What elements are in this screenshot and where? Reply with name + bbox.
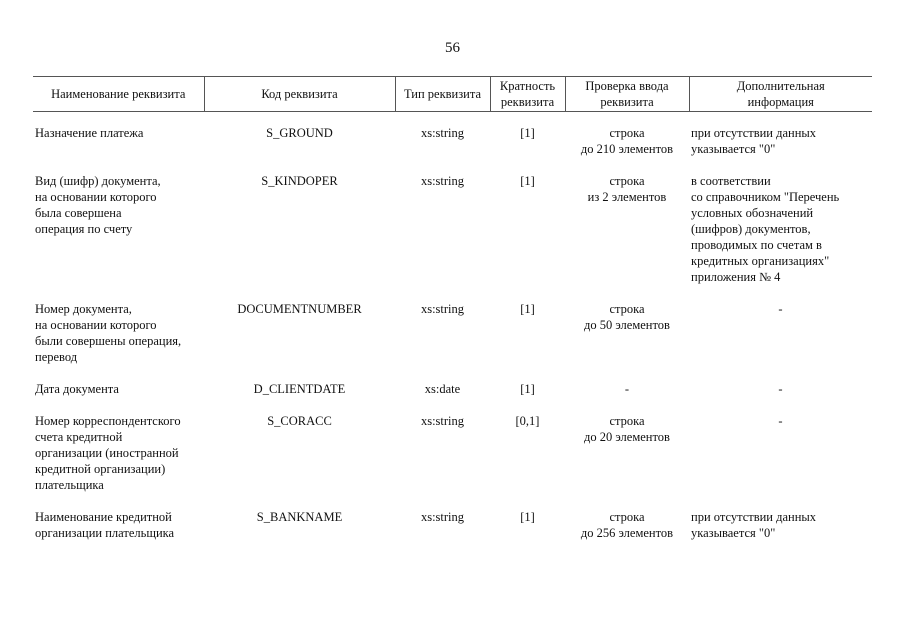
requisite-type: xs:string [420, 126, 465, 140]
page-number: 56 [445, 40, 460, 56]
requisite-additional-info: - [778, 382, 783, 396]
requisite-code: DOCUMENTNUMBER [237, 302, 362, 316]
requisite-name: Вид (шифр) документа, на основании которого была совершена операция по счету [35, 174, 161, 236]
header-type: Тип реквизита [395, 77, 490, 112]
requisite-type: xs:string [420, 414, 465, 428]
requisite-input-check: строка до 50 элементов [584, 302, 670, 332]
requisite-additional-info: - [778, 414, 783, 428]
requisites-table [33, 76, 872, 541]
requisite-name: Номер корреспондентского счета кредитной организации (иностранной кредитной организации) плательщика [35, 414, 181, 492]
requisite-input-check: строка до 210 элементов [580, 126, 674, 156]
requisite-type: xs:string [420, 302, 465, 316]
requisite-additional-info: в соответствии со справочником "Перечень условных обозначений (шифров) документов, проводимых по счетам в кредитных организациях" приложения № 4 [691, 174, 840, 284]
header-additional-info: Дополнительная информация [689, 77, 872, 112]
requisite-code: D_CLIENTDATE [253, 382, 346, 396]
requisite-code: S_CORACC [267, 414, 332, 428]
requisite-multiplicity: [1] [520, 126, 535, 140]
header-multiplicity: Кратность реквизита [490, 77, 565, 112]
header-input-check: Проверка ввода реквизита [565, 77, 689, 112]
requisite-input-check: строка до 20 элементов [584, 414, 670, 444]
header-name: Наименование реквизита [33, 77, 204, 112]
requisite-code: S_BANKNAME [256, 510, 343, 524]
requisite-code: S_GROUND [266, 126, 333, 140]
table-row [33, 125, 872, 157]
requisite-name: Номер документа, на основании которого были совершены операция, перевод [35, 302, 182, 364]
requisite-type: xs:string [420, 174, 465, 188]
requisite-name: Дата документа [35, 382, 119, 396]
requisite-multiplicity: [0,1] [515, 414, 540, 428]
table-row [33, 173, 872, 285]
requisite-input-check: строка до 256 элементов [580, 510, 674, 540]
requisite-multiplicity: [1] [520, 382, 535, 396]
table-row [33, 381, 872, 397]
requisite-name: Наименование кредитной организации плательщика [35, 510, 175, 540]
requisite-name: Назначение платежа [35, 126, 144, 140]
requisite-multiplicity: [1] [520, 510, 535, 524]
requisite-multiplicity: [1] [520, 302, 535, 316]
requisite-type: xs:string [420, 510, 465, 524]
requisite-additional-info: при отсутствии данных указывается "0" [691, 510, 817, 540]
requisite-input-check: строка из 2 элементов [587, 174, 667, 204]
requisite-additional-info: при отсутствии данных указывается "0" [691, 126, 817, 156]
requisite-code: S_KINDOPER [261, 174, 338, 188]
table-header-row [33, 77, 872, 112]
requisite-multiplicity: [1] [520, 174, 535, 188]
requisite-additional-info: - [778, 302, 783, 316]
header-code: Код реквизита [204, 77, 395, 112]
requisite-type: xs:date [424, 382, 461, 396]
table-row [33, 509, 872, 541]
table-row [33, 301, 872, 365]
table-row [33, 413, 872, 493]
requisite-input-check: - [624, 382, 630, 396]
